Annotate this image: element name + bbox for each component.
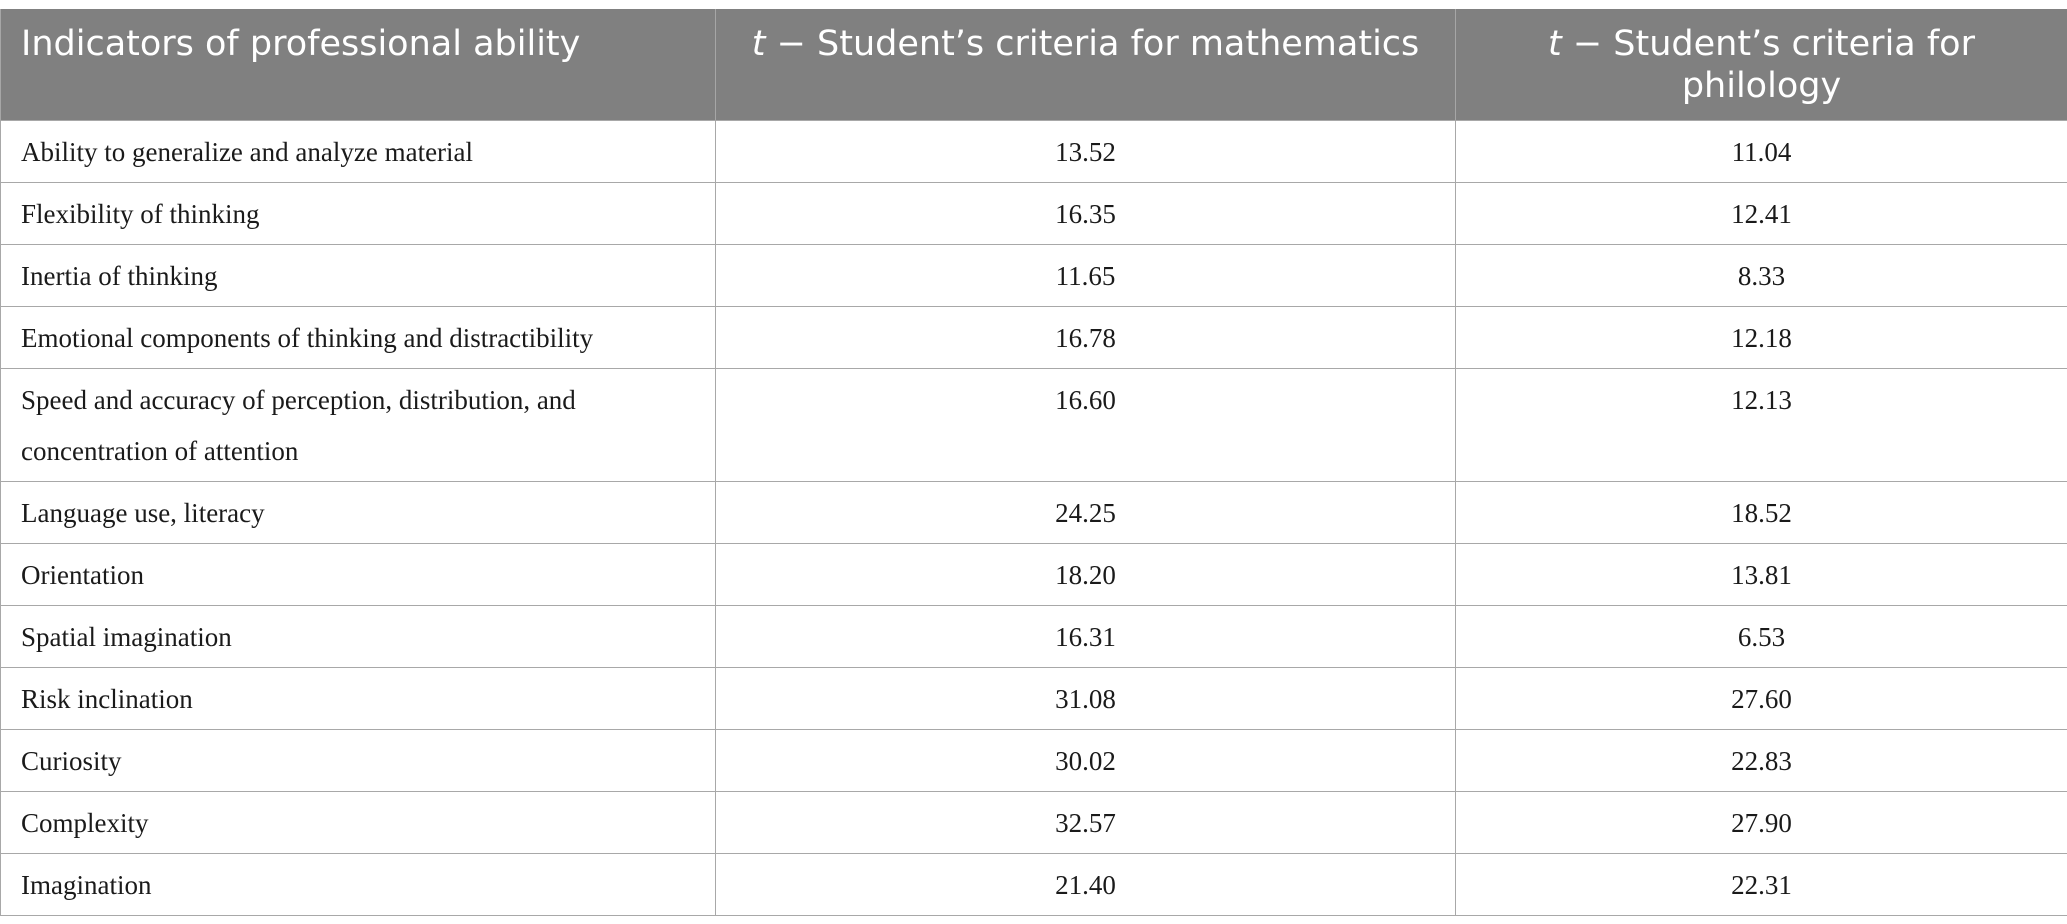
indicator-cell: Speed and accuracy of perception, distribution, and concentration of attention (1, 368, 716, 481)
table-row (1, 481, 2067, 543)
table-body (1, 120, 2067, 915)
table-row (1, 244, 2067, 306)
philology-value: 11.04 (1456, 120, 2067, 182)
mathematics-value: 21.40 (716, 853, 1456, 915)
philology-value: 27.60 (1456, 667, 2067, 729)
table-row (1, 306, 2067, 368)
philology-value: 12.41 (1456, 182, 2067, 244)
indicator-cell: Spatial imagination (1, 605, 716, 667)
philology-value: 8.33 (1456, 244, 2067, 306)
mathematics-value: 24.25 (716, 481, 1456, 543)
mathematics-value: 16.78 (716, 306, 1456, 368)
mathematics-value: 30.02 (716, 729, 1456, 791)
header-philology (1456, 9, 2067, 120)
indicator-cell: Curiosity (1, 729, 716, 791)
mathematics-value: 16.31 (716, 605, 1456, 667)
mathematics-value: 13.52 (716, 120, 1456, 182)
header-t-variable: t (1547, 24, 1562, 64)
philology-value: 13.81 (1456, 543, 2067, 605)
indicator-cell: Risk inclination (1, 667, 716, 729)
table-row (1, 729, 2067, 791)
table-row (1, 791, 2067, 853)
indicator-cell: Ability to generalize and analyze material (1, 120, 716, 182)
table-row (1, 667, 2067, 729)
mathematics-value: 11.65 (716, 244, 1456, 306)
table-row (1, 853, 2067, 915)
header-mathematics (716, 9, 1456, 120)
header-mathematics-label: − Student’s criteria for mathematics (765, 24, 1420, 64)
mathematics-value: 16.35 (716, 182, 1456, 244)
indicator-cell: Inertia of thinking (1, 244, 716, 306)
table-row (1, 368, 2067, 481)
indicator-cell: Emotional components of thinking and distractibility (1, 306, 716, 368)
philology-value: 22.31 (1456, 853, 2067, 915)
header-philology-label: − Student’s criteria for philology (1561, 24, 1975, 106)
philology-value: 18.52 (1456, 481, 2067, 543)
mathematics-value: 16.60 (716, 368, 1456, 481)
mathematics-value: 32.57 (716, 791, 1456, 853)
header-indicators-label: Indicators of professional ability (21, 24, 581, 64)
mathematics-value: 31.08 (716, 667, 1456, 729)
philology-value: 22.83 (1456, 729, 2067, 791)
indicator-cell: Flexibility of thinking (1, 182, 716, 244)
header-t-variable: t (751, 24, 766, 64)
indicator-cell: Orientation (1, 543, 716, 605)
indicator-cell: Language use, literacy (1, 481, 716, 543)
table-row (1, 543, 2067, 605)
table-row (1, 605, 2067, 667)
mathematics-value: 18.20 (716, 543, 1456, 605)
philology-value: 6.53 (1456, 605, 2067, 667)
header-indicators (1, 9, 716, 120)
philology-value: 12.13 (1456, 368, 2067, 481)
table-header (1, 9, 2067, 120)
header-row (1, 9, 2067, 120)
indicator-cell: Complexity (1, 791, 716, 853)
results-table (0, 9, 2067, 916)
indicator-cell: Imagination (1, 853, 716, 915)
table-row (1, 182, 2067, 244)
philology-value: 12.18 (1456, 306, 2067, 368)
philology-value: 27.90 (1456, 791, 2067, 853)
table-row (1, 120, 2067, 182)
